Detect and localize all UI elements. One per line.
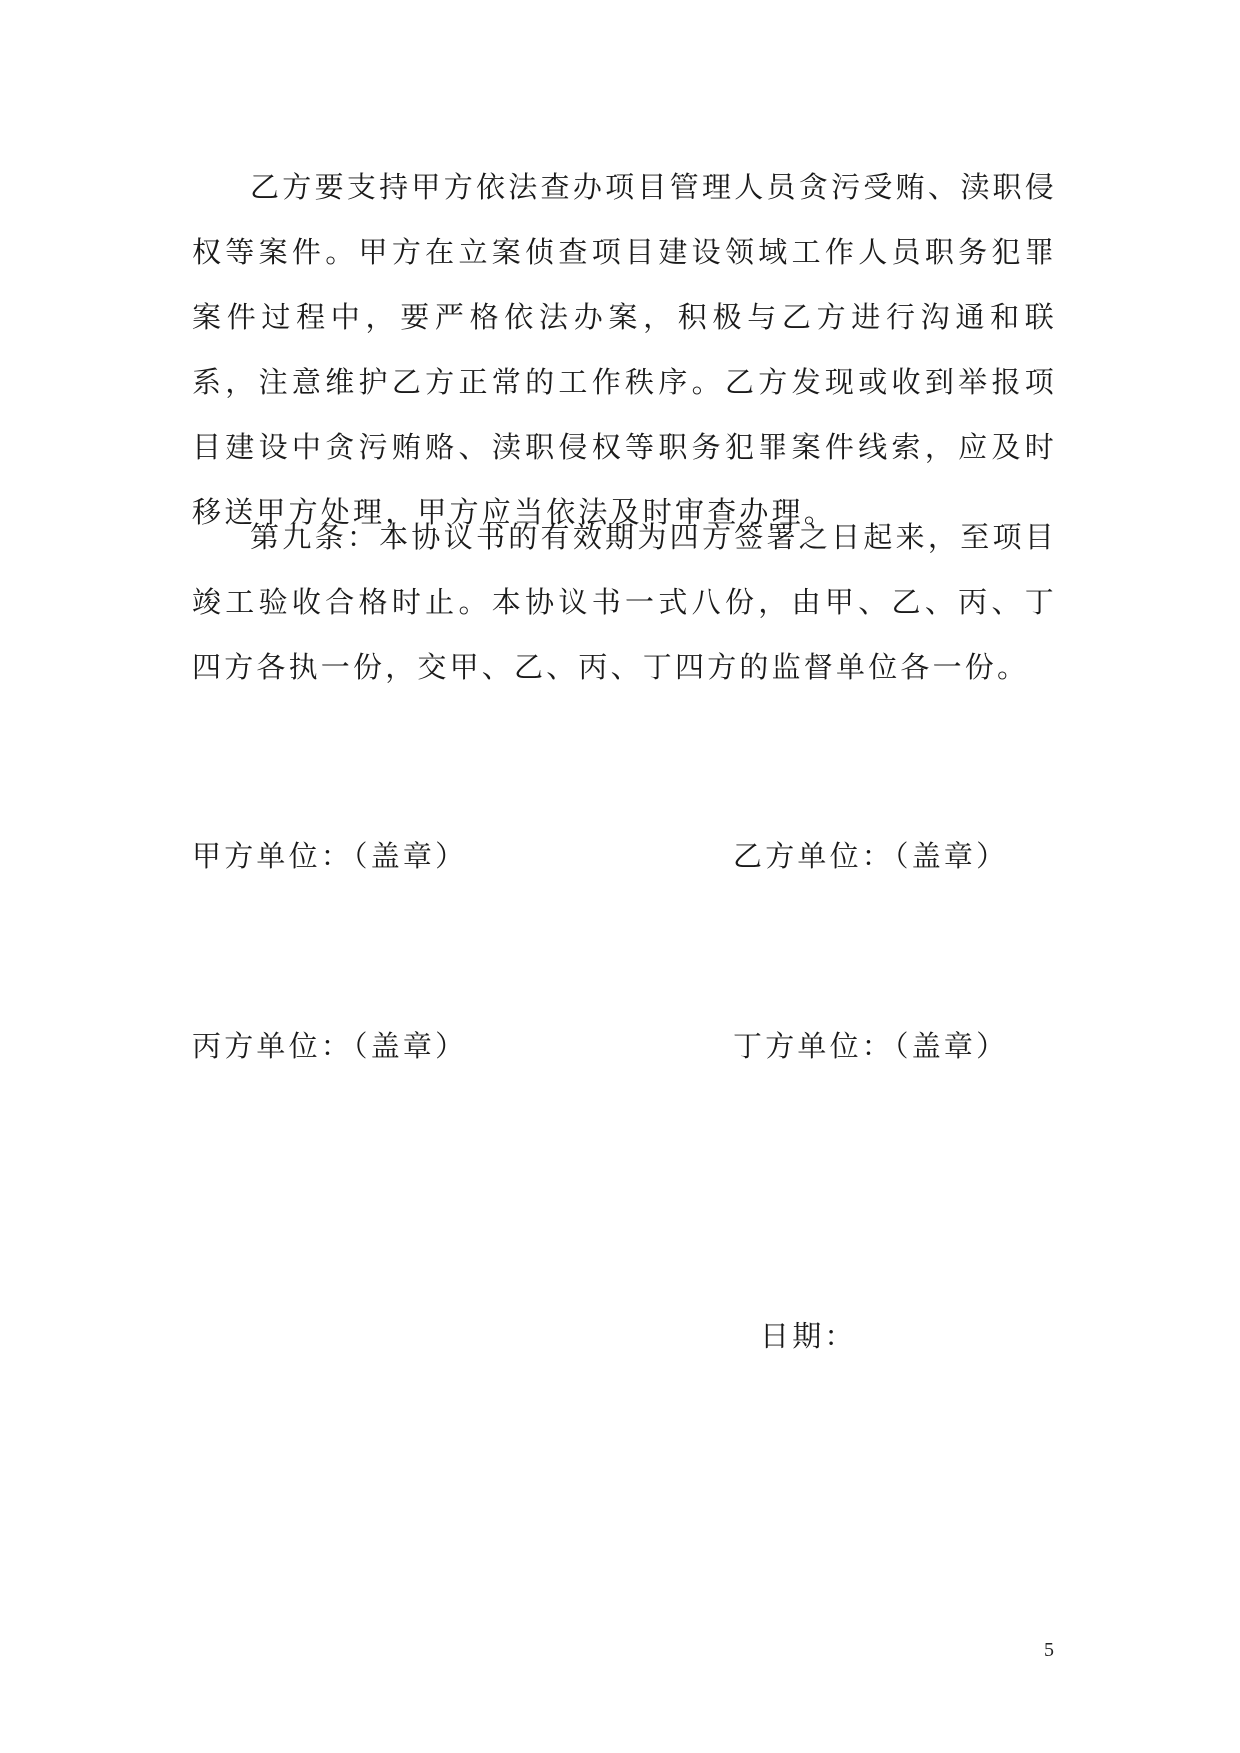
party-c-signature-line: 丙方单位：（盖章）	[192, 1029, 468, 1063]
page-number: 5	[1044, 1639, 1054, 1661]
date-label: 日期：	[760, 1319, 857, 1353]
party-b-signature-line: 乙方单位：（盖章）	[733, 839, 1009, 873]
body-paragraph-2-article-9: 第九条：本协议书的有效期为四方签署之日起来，至项目竣工验收合格时止。本协议书一式八份，由甲、乙、丙、丁四方各执一份，交甲、乙、丙、丁四方的监督单位各一份。	[192, 520, 1057, 684]
body-paragraph-1: 乙方要支持甲方依法查办项目管理人员贪污受贿、渎职侵权等案件。甲方在立案侦查项目建设领域工作人员职务犯罪案件过程中，要严格依法办案，积极与乙方进行沟通和联系，注意维护乙方正常的工作秩序。乙方发现或收到举报项目建设中贪污贿赂、渎职侵权等职务犯罪案件线索，应及时移送甲方处理，甲方应当依法及时审查办理。	[192, 170, 1057, 529]
party-d-signature-line: 丁方单位：（盖章）	[733, 1029, 1009, 1063]
party-a-signature-line: 甲方单位：（盖章）	[192, 839, 468, 873]
